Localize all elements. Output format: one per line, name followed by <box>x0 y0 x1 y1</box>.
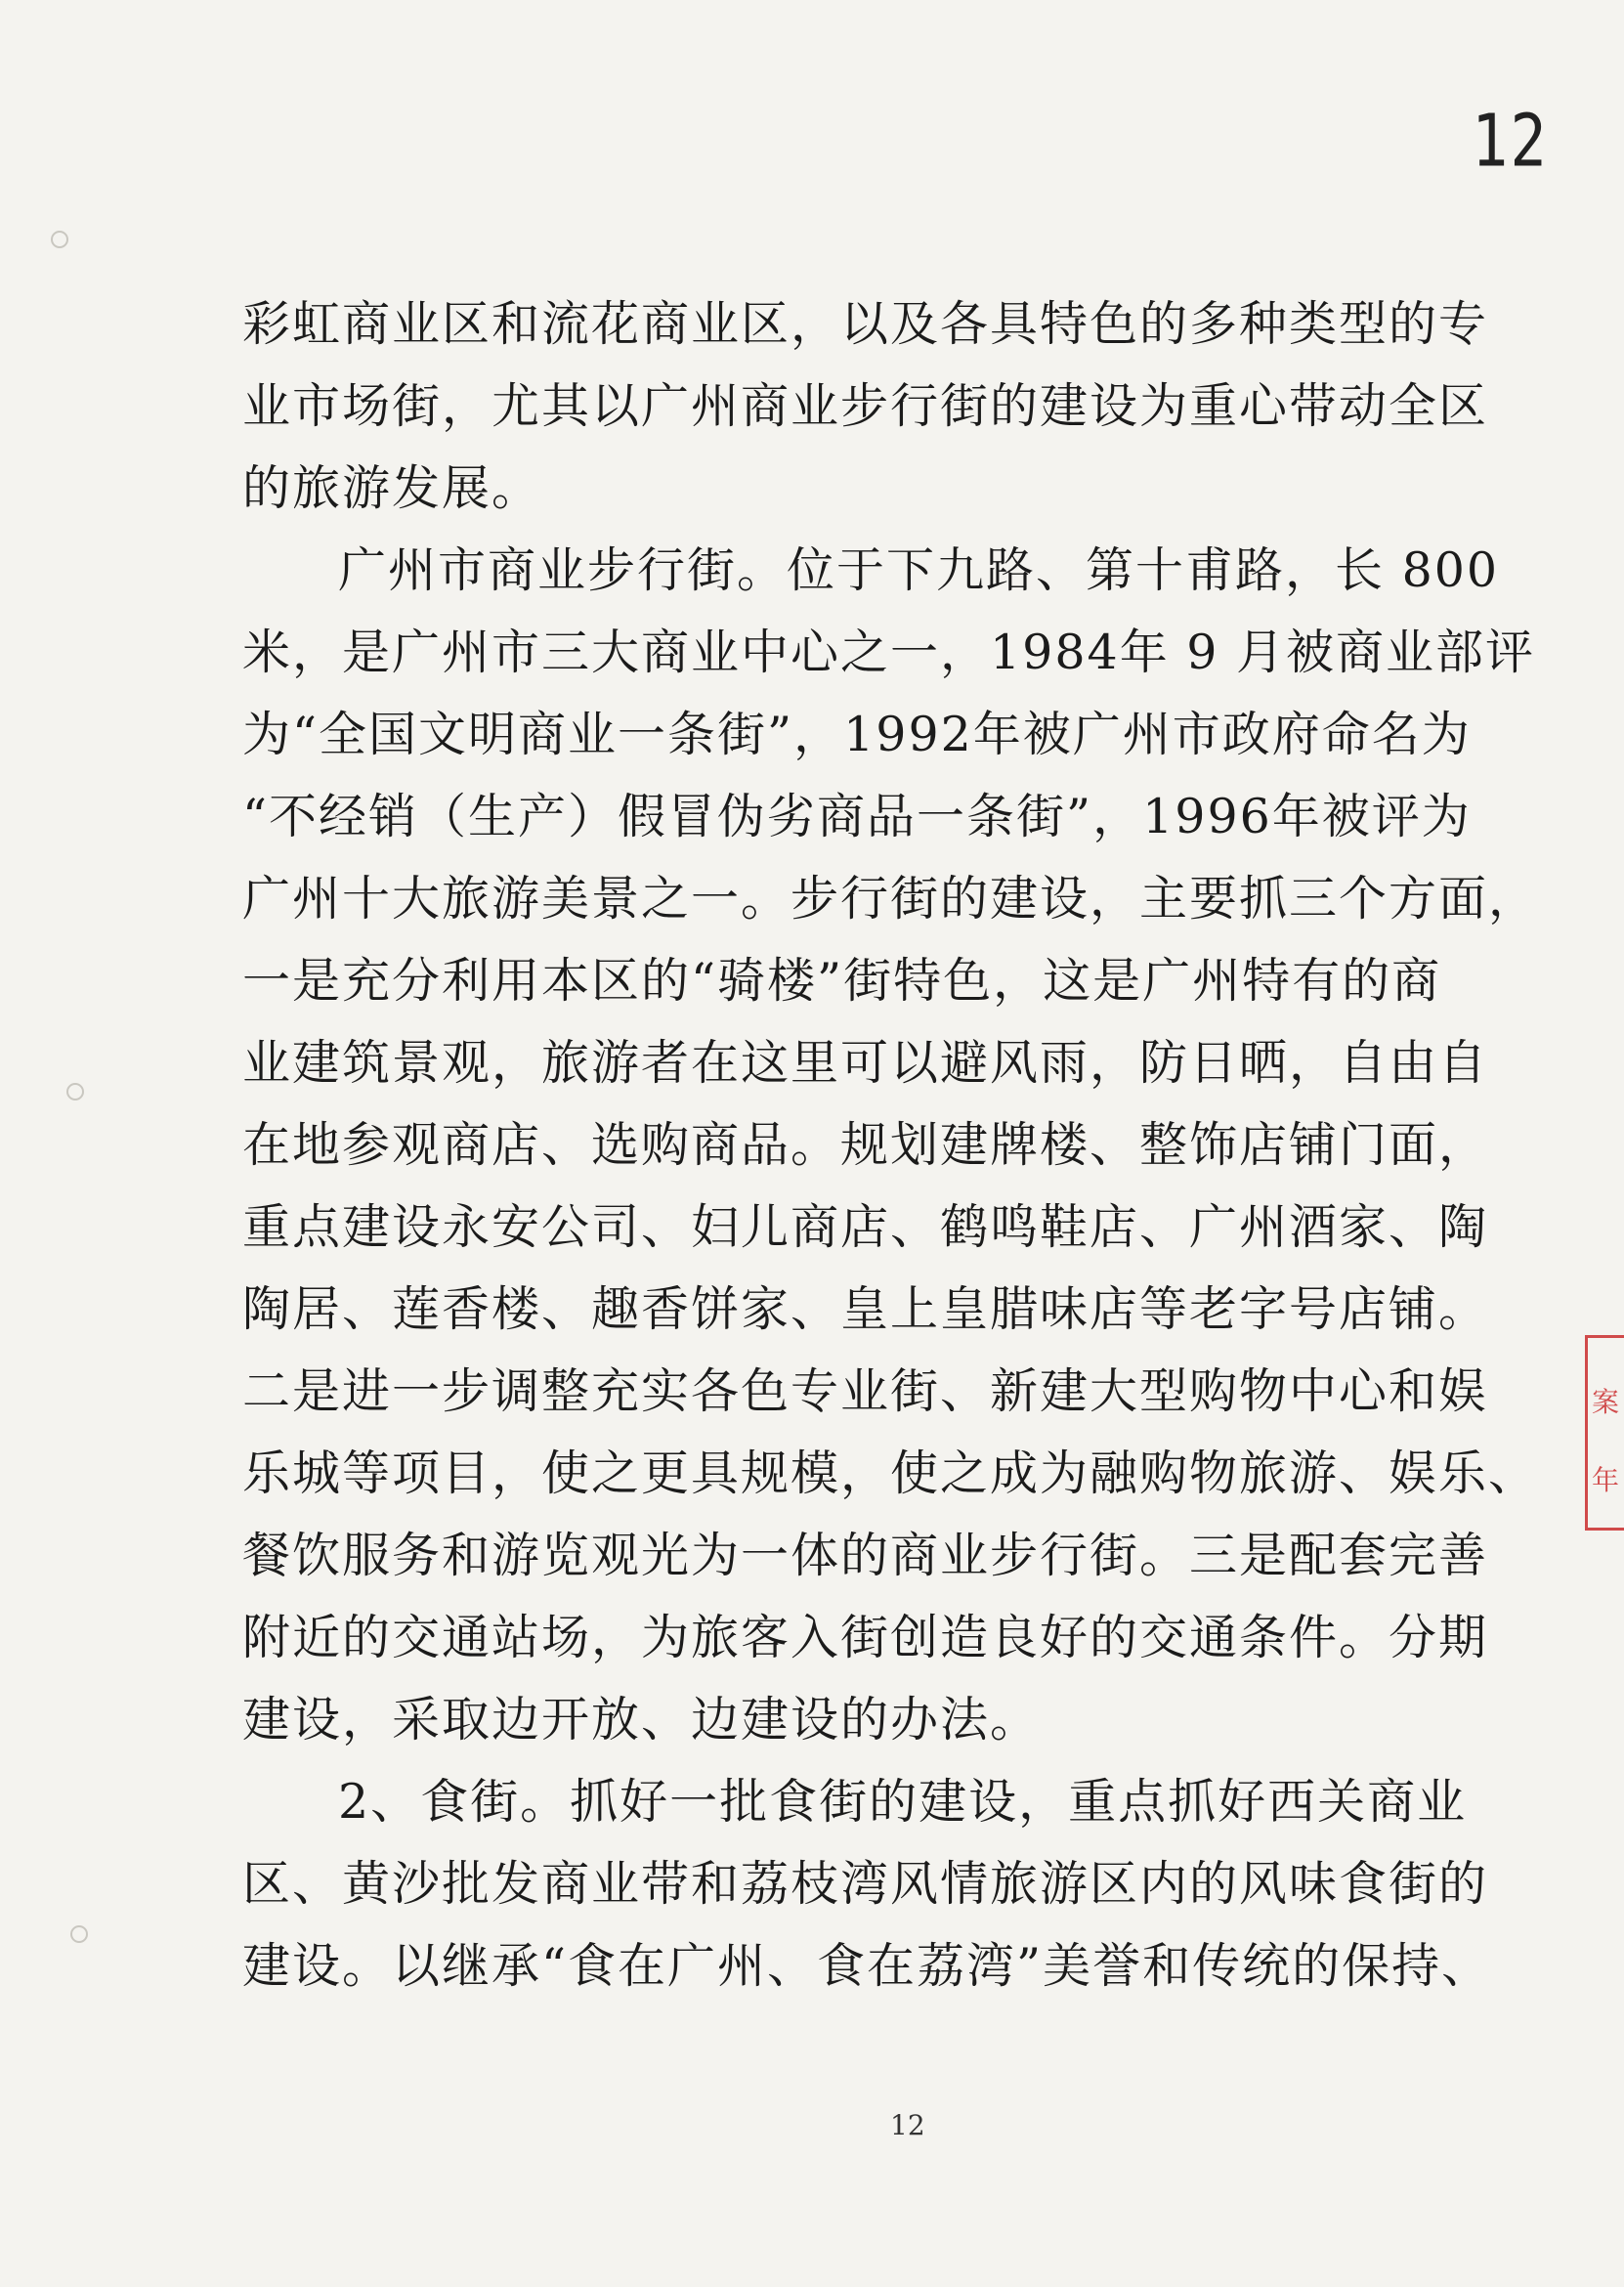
text-line: 在地参观商店、选购商品。规划建牌楼、整饰店铺门面， <box>242 1117 1489 1173</box>
punch-hole <box>70 1925 88 1943</box>
text-line: 附近的交通站场，为旅客入街创造良好的交通条件。分期 <box>242 1610 1489 1665</box>
red-stamp <box>1585 1335 1624 1531</box>
paragraph-start-line: 2、食街。抓好一批食街的建设，重点抓好西关商业 <box>338 1774 1468 1830</box>
text-line: “不经销（生产）假冒伪劣商品一条街”，1996年被评为 <box>242 789 1472 844</box>
stamp-char: 案 <box>1592 1386 1620 1418</box>
text-line: 区、黄沙批发商业带和荔枝湾风情旅游区内的风味食街的 <box>242 1856 1489 1912</box>
text-line: 建设。以继承“食在广州、食在荔湾”美誉和传统的保持、 <box>242 1938 1492 1994</box>
corner-page-number: 12 <box>1472 98 1549 184</box>
stamp-char: 年 <box>1592 1464 1620 1496</box>
text-line: 重点建设永安公司、妇儿商店、鹤鸣鞋店、广州酒家、陶 <box>242 1199 1489 1255</box>
footer-page-number: 12 <box>890 2109 925 2141</box>
punch-hole <box>51 231 68 248</box>
text-line: 业建筑景观，旅游者在这里可以避风雨，防日晒，自由自 <box>242 1035 1489 1091</box>
text-line: 彩虹商业区和流花商业区，以及各具特色的多种类型的专 <box>242 296 1489 352</box>
text-line: 广州十大旅游美景之一。步行街的建设，主要抓三个方面， <box>242 871 1539 927</box>
text-line: 餐饮服务和游览观光为一体的商业步行街。三是配套完善 <box>242 1528 1489 1583</box>
text-line: 陶居、莲香楼、趣香饼家、皇上皇腊味店等老字号店铺。 <box>242 1281 1489 1337</box>
paragraph-start-line: 广州市商业步行街。位于下九路、第十甫路，长 800 <box>338 542 1500 598</box>
text-line: 建设，采取边开放、边建设的办法。 <box>242 1692 1041 1748</box>
punch-hole <box>66 1083 84 1100</box>
body-text <box>242 283 1539 2007</box>
text-line: 乐城等项目，使之更具规模，使之成为融购物旅游、娱乐、 <box>242 1446 1539 1501</box>
text-line: 一是充分利用本区的“骑楼”街特色，这是广州特有的商 <box>242 953 1442 1009</box>
text-line: 的旅游发展。 <box>242 460 542 516</box>
text-line: 米，是广州市三大商业中心之一，1984年 9 月被商业部评 <box>242 625 1536 680</box>
text-line: 二是进一步调整充实各色专业街、新建大型购物中心和娱 <box>242 1363 1489 1419</box>
text-line: 业市场街，尤其以广州商业步行街的建设为重心带动全区 <box>242 378 1489 434</box>
text-line: 为“全国文明商业一条街”，1992年被广州市政府命名为 <box>242 707 1472 762</box>
